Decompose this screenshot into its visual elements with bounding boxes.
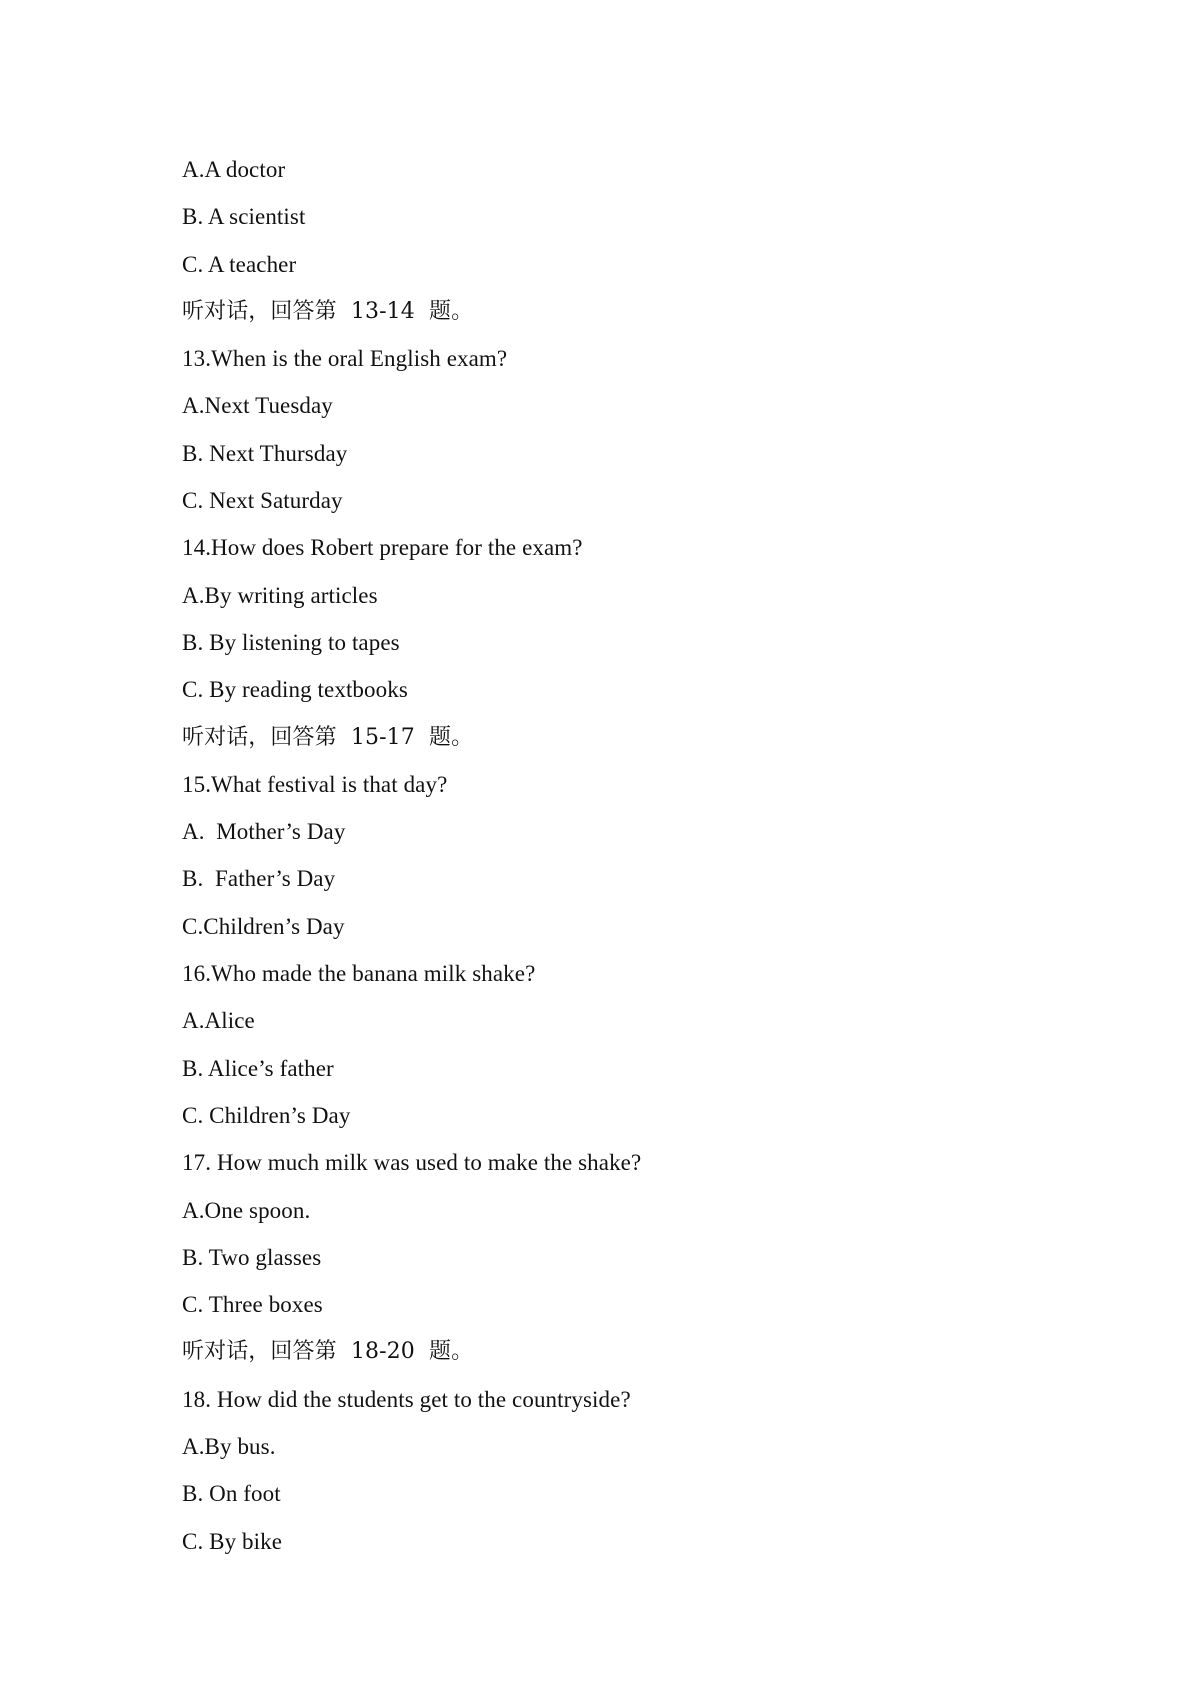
question-text: 15.What festival is that day? [182, 771, 448, 797]
answer-option: A.One spoon. [182, 1197, 311, 1223]
answer-option: A.Alice [182, 1008, 255, 1034]
answer-option: C. Children’s Day [182, 1102, 351, 1128]
answer-option: C. A teacher [182, 251, 297, 277]
answer-option: B. Alice’s father [182, 1055, 334, 1081]
question-text: 16.Who made the banana milk shake? [182, 961, 536, 987]
answer-option: B. Next Thursday [182, 440, 348, 466]
question-text: 18. How did the students get to the countryside? [182, 1386, 631, 1412]
answer-option: B. Father’s Day [182, 866, 336, 892]
answer-option: A.By writing articles [182, 582, 378, 608]
question-text: 14.How does Robert prepare for the exam? [182, 535, 583, 561]
answer-option: B. By listening to tapes [182, 629, 400, 655]
answer-option: C. By bike [182, 1528, 283, 1554]
answer-option: A. Mother’s Day [182, 819, 346, 845]
answer-option: B. Two glasses [182, 1244, 322, 1270]
answer-option: B. A scientist [182, 204, 306, 230]
section-instruction: 听对话，回答第 13-14 题。 [182, 298, 474, 324]
question-text: 17. How much milk was used to make the shake? [182, 1150, 642, 1176]
answer-option: A.A doctor [182, 157, 286, 182]
answer-option: A.By bus. [182, 1434, 276, 1460]
answer-option: C.Children’s Day [182, 913, 345, 939]
document-content [182, 150, 1082, 1569]
answer-option: B. On foot [182, 1481, 281, 1507]
answer-option: C. Next Saturday [182, 488, 343, 514]
answer-option: C. Three boxes [182, 1292, 323, 1318]
answer-option: A.Next Tuesday [182, 393, 333, 419]
question-text: 13.When is the oral English exam? [182, 346, 508, 372]
answer-option: C. By reading textbooks [182, 677, 408, 703]
section-instruction: 听对话，回答第 18-20 题。 [182, 1339, 474, 1365]
section-instruction: 听对话，回答第 15-17 题。 [182, 724, 474, 750]
